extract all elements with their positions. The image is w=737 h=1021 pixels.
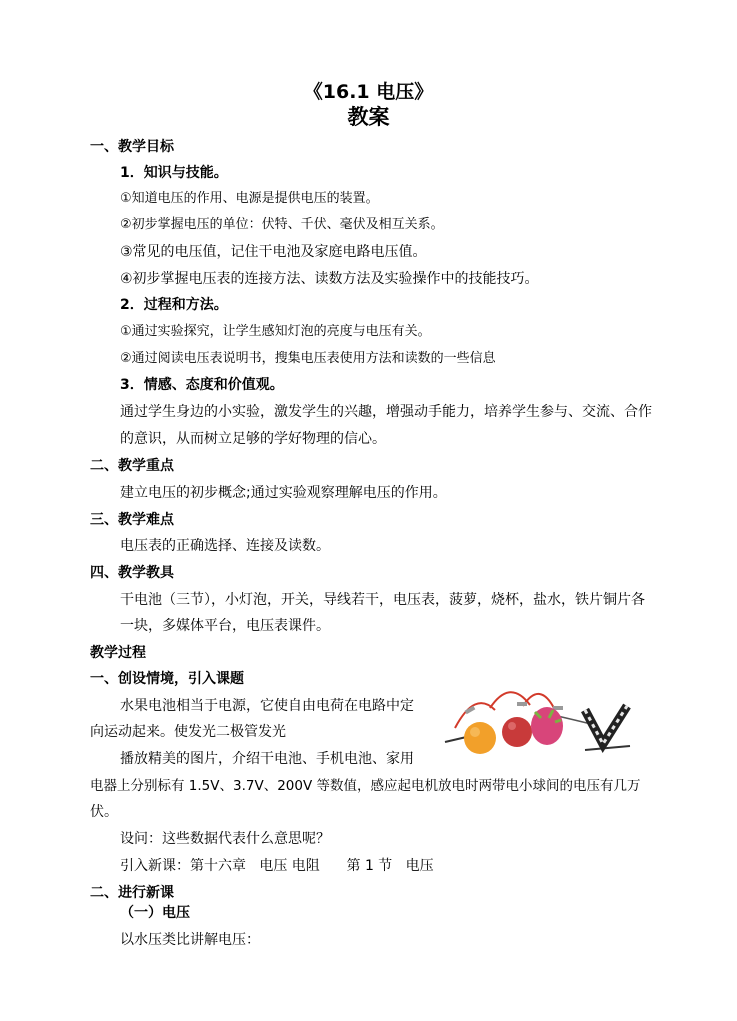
paragraph-line: 一块，多媒体平台，电压表课件。 [120, 618, 330, 634]
list-item: ①知道电压的作用、电源是提供电压的装置。 [120, 191, 379, 206]
paragraph-line: 以水压类比讲解电压： [120, 932, 260, 948]
paragraph-line: 通过学生身边的小实验，激发学生的兴趣，增强动手能力，培养学生参与、交流、合作 [120, 404, 652, 420]
fruit-battery-led-photo [435, 680, 635, 756]
list-item: ②初步掌握电压的单位：伏特、千伏、毫伏及相互关系。 [120, 217, 444, 232]
paragraph-line: 设问：这些数据代表什么意思呢？ [120, 831, 330, 847]
list-item: ①通过实验探究，让学生感知灯泡的亮度与电压有关。 [120, 324, 431, 339]
subsection-attitude: 3．情感、态度和价值观。 [120, 377, 284, 393]
list-item: ④初步掌握电压表的连接方法、读数方法及实验操作中的技能技巧。 [120, 271, 539, 287]
paragraph-line: 的意识，从而树立足够的学好物理的信心。 [120, 431, 386, 447]
subsection-process: 2．过程和方法。 [120, 297, 228, 313]
subsection-voltage: （一）电压 [120, 905, 190, 921]
paragraph-line: 播放精美的图片，介绍干电池、手机电池、家用 [120, 751, 414, 767]
list-item: ②通过阅读电压表说明书，搜集电压表使用方法和读数的一些信息 [120, 351, 496, 366]
doc-title: 《16.1 电压》 [303, 81, 434, 103]
section-heading-objectives: 一、教学目标 [90, 139, 174, 155]
section-heading-teaching-aids: 四、教学教具 [90, 565, 174, 581]
section-heading-key-points: 二、教学重点 [90, 458, 174, 474]
paragraph-line: 引入新课：第十六章 电压 电阻 第 1 节 电压 [120, 858, 434, 874]
paragraph-line: 伏。 [90, 804, 118, 820]
section-heading-new-lesson: 二、进行新课 [90, 885, 174, 901]
subsection-knowledge: 1．知识与技能。 [120, 165, 228, 181]
paragraph-line: 向运动起来。使发光二极管发光 [90, 724, 286, 740]
paragraph-line: 建立电压的初步概念;通过实验观察理解电压的作用。 [120, 485, 447, 501]
paragraph-line: 干电池（三节），小灯泡，开关，导线若干，电压表，菠萝，烧杯，盐水，铁片铜片各 [120, 592, 645, 608]
section-heading-process: 教学过程 [90, 645, 146, 661]
list-item: ③常见的电压值，记住干电池及家庭电路电压值。 [120, 244, 427, 260]
paragraph-line: 电器上分别标有 1.5V、3.7V、200V 等数值，感应起电机放电时两带电小球间的电压有几万 [90, 778, 641, 794]
doc-subtitle: 教案 [347, 105, 390, 129]
section-heading-difficulties: 三、教学难点 [90, 512, 174, 528]
paragraph-line: 水果电池相当于电源，它使自由电荷在电路中定 [120, 698, 414, 714]
paragraph-line: 电压表的正确选择、连接及读数。 [120, 538, 330, 554]
section-heading-intro: 一、创设情境，引入课题 [90, 671, 244, 687]
